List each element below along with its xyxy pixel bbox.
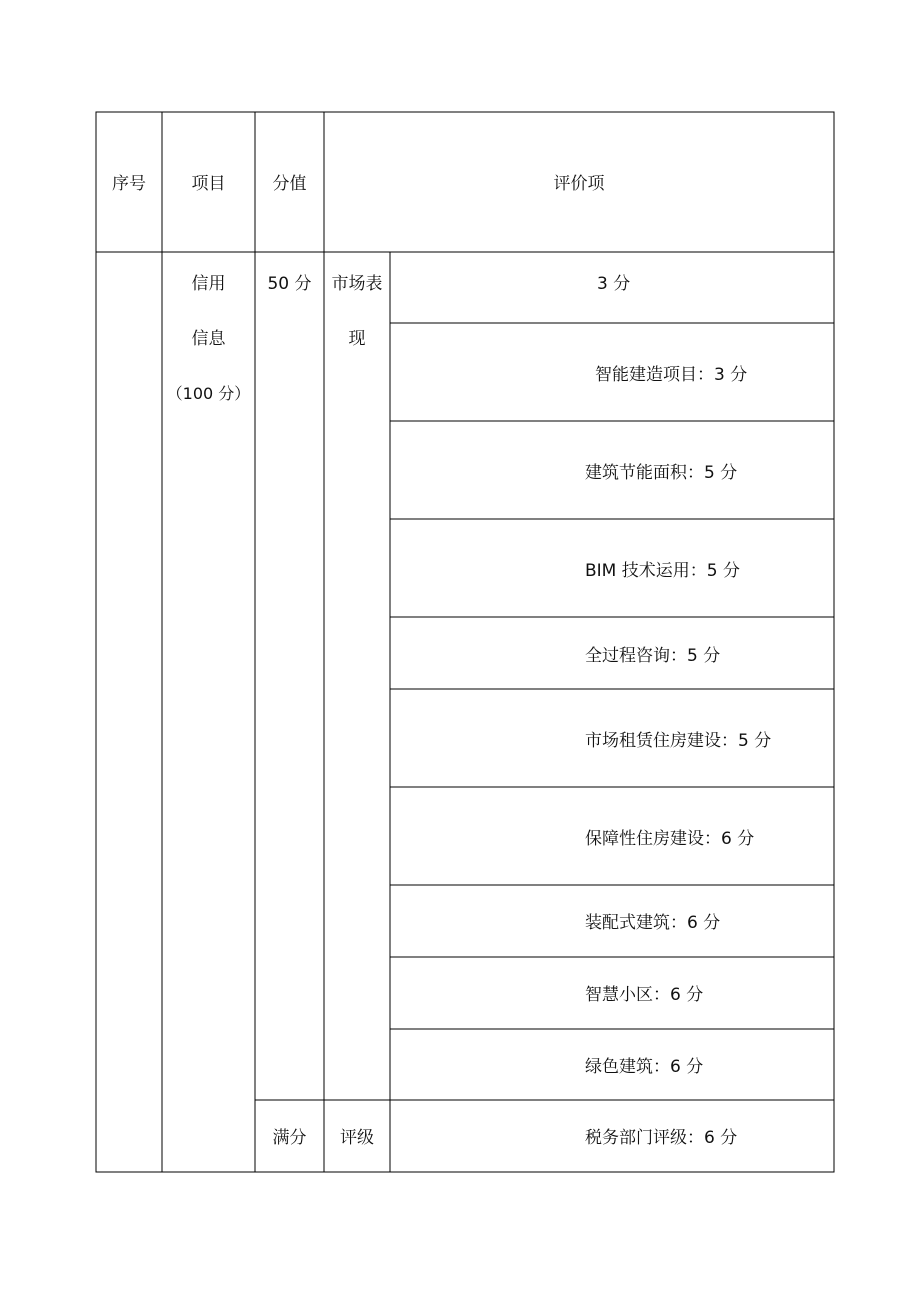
header-items: 评价项 (553, 174, 605, 194)
market-item-0: 3 分 (597, 274, 631, 294)
market-item-4: 全过程咨询：5 分 (585, 646, 721, 666)
market-item-2: 建筑节能面积：5 分 (585, 463, 738, 483)
project-name-line2: 信息 (191, 329, 226, 349)
market-score: 50 分 (267, 274, 312, 294)
header-score: 分值 (272, 174, 307, 194)
market-item-9: 绿色建筑：6 分 (585, 1057, 704, 1077)
market-item-7: 装配式建筑：6 分 (585, 913, 721, 933)
header-project: 项目 (191, 174, 226, 194)
market-item-5: 市场租赁住房建设：5 分 (585, 731, 772, 751)
rating-category: 评级 (340, 1128, 374, 1148)
market-item-6: 保障性住房建设：6 分 (585, 829, 755, 849)
market-item-1: 智能建造项目：3 分 (595, 365, 748, 385)
rating-score: 满分 (272, 1128, 307, 1148)
project-total-score: （100 分） (166, 384, 251, 403)
project-name-line1: 信用 (191, 274, 226, 294)
rating-item: 税务部门评级：6 分 (585, 1128, 738, 1148)
market-category-line2: 现 (348, 329, 366, 349)
market-item-8: 智慧小区：6 分 (585, 985, 704, 1005)
market-category-line1: 市场表 (331, 274, 383, 294)
market-item-3: BIM 技术运用：5 分 (585, 561, 740, 581)
header-seq: 序号 (112, 174, 146, 194)
